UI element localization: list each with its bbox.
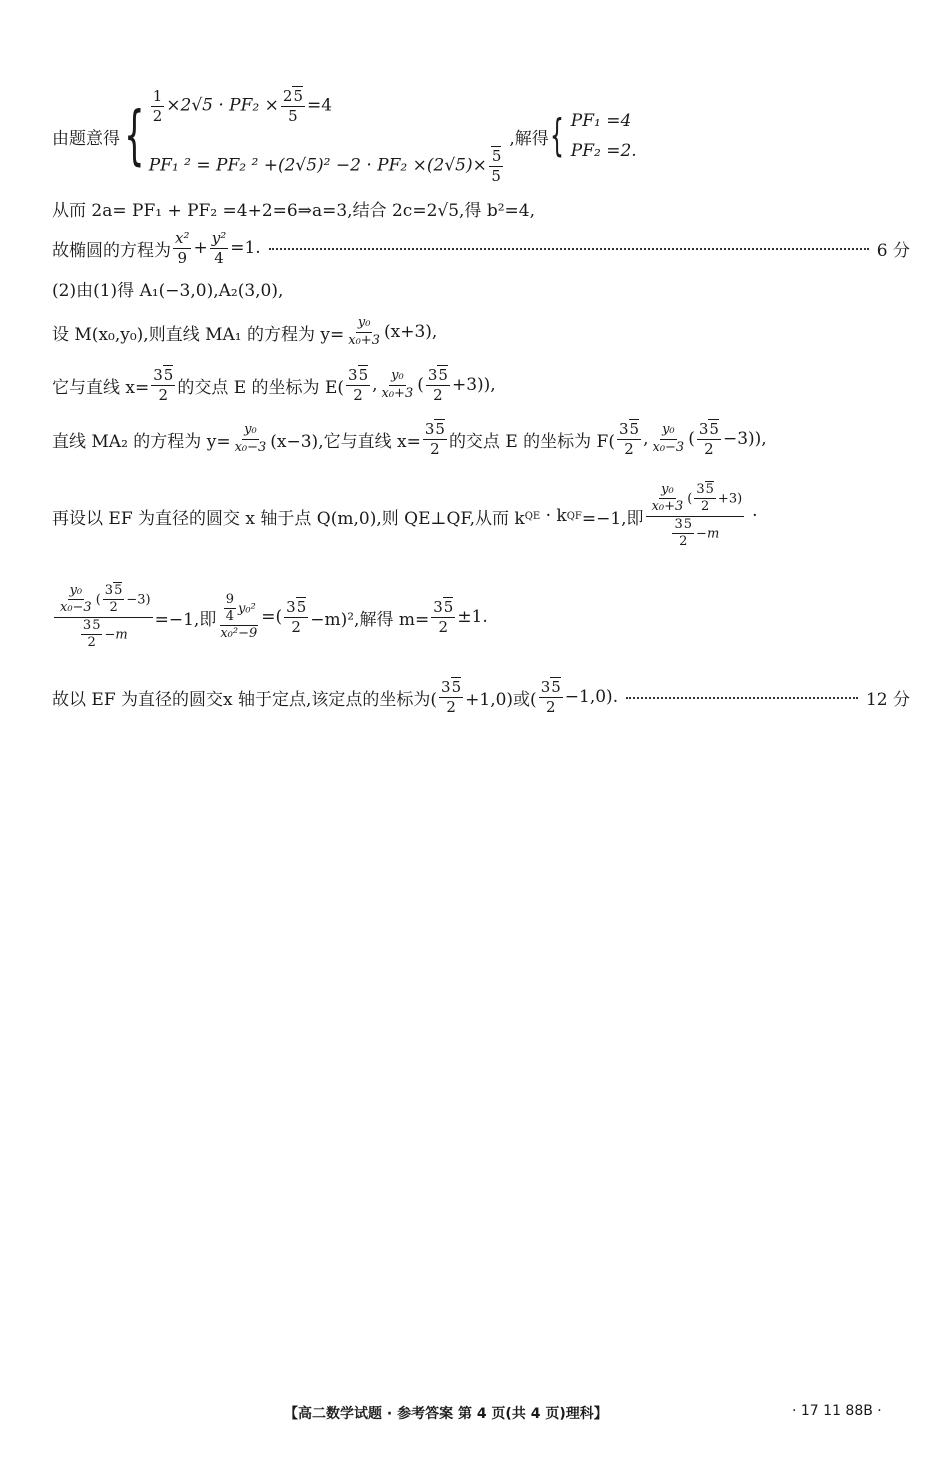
text-line-5-prefix: 设 M(x₀,y₀),则直线 MA₁ 的方程为 y= xyxy=(52,324,345,345)
text-line-7-end: −3)), xyxy=(722,429,767,449)
footer-title: 【高二数学试题 · 参考答案 第 4 页(共 4 页)理科】 xyxy=(284,1406,608,1422)
text-line-6-mid: 的交点 E 的坐标为 E( xyxy=(177,377,345,398)
system-line xyxy=(52,86,910,186)
text-line-10-prefix: 故以 EF 为直径的圆交x 轴于定点,该定点的坐标为( xyxy=(52,689,438,710)
right-brace: { xyxy=(549,110,564,161)
text-line-9-mid3: −m)²,解得 m= xyxy=(310,609,430,630)
big-fraction-1: $\frac{\text{y₀}}{\text{x₀+3}}$ ( $\frac{35}{2}$ +3) $\frac{35}{2}$ −m xyxy=(646,483,745,549)
text-line-4: (2)由(1)得 A₁(−3,0),A₂(3,0), xyxy=(52,280,284,301)
equation-system xyxy=(149,88,506,184)
text-ellipse-prefix: 故椭圆的方程为 xyxy=(52,240,171,261)
text-line-9-end: ±1. xyxy=(457,607,488,627)
text-ellipse-suffix: =1. xyxy=(230,238,261,258)
line-10: 故以 EF 为直径的圆交x 轴于定点,该定点的坐标为( $\frac{35}{2}$ +1,0)或( $\frac{35}{2}$ −1,0). 12 分 xyxy=(52,678,910,716)
text-line-9-mid2: =( xyxy=(261,607,283,627)
text-line-7-mid2: 的交点 E 的坐标为 F( xyxy=(448,431,615,452)
text-line-10-mid: +1,0)或( xyxy=(465,689,537,710)
text-line-8-prefix: 再设以 EF 为直径的圆交 x 轴于点 Q(m,0),则 QE⊥QF,从而 k xyxy=(52,508,525,529)
equation-2: PF₁ ² = PF₂ ² +(2√5)² −2 · PF₂ ×(2√5)× $\frac{5}{5}$ xyxy=(148,147,502,185)
text-line-6-prefix: 它与直线 x= xyxy=(52,377,150,398)
text-line-6-end: +3)), xyxy=(451,375,496,395)
text-line-7-mid: (x−3),它与直线 x= xyxy=(270,431,421,452)
left-brace: { xyxy=(124,99,145,173)
line-9: $\frac{\text{y₀}}{\text{x₀−3}}$ ( $\frac{35}{2}$ −3) $\frac{35}{2}$ −m =−1,即 $\frac{9}{4}$ y₀² x₀²−9 =( $\frac{35}{2}$ −m)²,解得 m= $\frac{35}{2}$ ±1. xyxy=(52,574,910,660)
score-12: 12 分 xyxy=(865,689,910,710)
line-8: 再设以 EF 为直径的圆交 x 轴于点 Q(m,0),则 QE⊥QF,从而 k QE · k QF =−1,即 $\frac{\text{y₀}}{\text{x₀+3}}$ ( $\frac{35}{2}$ +3) $\frac{35}{2}$ −m · xyxy=(52,481,758,549)
solution-system xyxy=(571,111,637,161)
text-line-9-mid: =−1,即 xyxy=(154,609,217,630)
text-line-8-mid: =−1,即 xyxy=(581,508,644,529)
line-3: 故椭圆的方程为 $\frac{\text{x²}}{9}$ + $\frac{\text{y²}}{4}$ =1. 6 分 xyxy=(52,229,910,267)
big-fraction-2: $\frac{\text{y₀}}{\text{x₀−3}}$ ( $\frac{35}{2}$ −3) $\frac{35}{2}$ −m xyxy=(54,584,153,650)
line-2 xyxy=(52,196,910,220)
text-solve: ,解得 xyxy=(509,128,549,149)
footer-code: · 17 11 88B · xyxy=(792,1403,882,1419)
leader-dots-2 xyxy=(626,696,858,699)
text-line-2: 从而 2a= PF₁ + PF₂ =4+2=6⇒a=3,结合 2c=2√5,得 b²=4, xyxy=(52,200,535,221)
equation-1: $\frac{1}{2}$ ×2√5 · PF₂ × $\frac{25}{5}$ =4 xyxy=(152,87,333,125)
line-4 xyxy=(52,276,910,300)
text-line-10-end: −1,0). xyxy=(564,687,619,707)
text-line-5-suffix: (x+3), xyxy=(383,322,438,342)
score-6: 6 分 xyxy=(876,240,910,261)
solution-2: PF₂ =2. xyxy=(570,141,637,161)
line-7: 直线 MA₂ 的方程为 y= $\frac{\text{y₀}}{\text{x₀−3}}$ (x−3),它与直线 x= $\frac{35}{2}$ 的交点 E 的坐标为 F( $\frac{35}{2}$ , $\frac{\text{y₀}}{\text{x₀−3}}$ ( $\frac{35}{2}$ −3)), xyxy=(52,420,767,458)
big-fraction-3: $\frac{9}{4}$ y₀² x₀²−9 xyxy=(220,591,258,642)
leader-dots xyxy=(269,247,869,250)
solution-1: PF₁ =4 xyxy=(570,111,632,131)
text-line-7-prefix: 直线 MA₂ 的方程为 y= xyxy=(52,431,231,452)
line-6: 它与直线 x= $\frac{35}{2}$ 的交点 E 的坐标为 E( $\frac{35}{2}$ , $\frac{\text{y₀}}{\text{x₀+3}}$ ( $\frac{35}{2}$ +3)), xyxy=(52,366,496,404)
line-5: 设 M(x₀,y₀),则直线 MA₁ 的方程为 y= $\frac{\text{y₀}}{\text{x₀+3}}$ (x+3), xyxy=(52,315,438,348)
text-given: 由题意得 xyxy=(52,128,120,149)
